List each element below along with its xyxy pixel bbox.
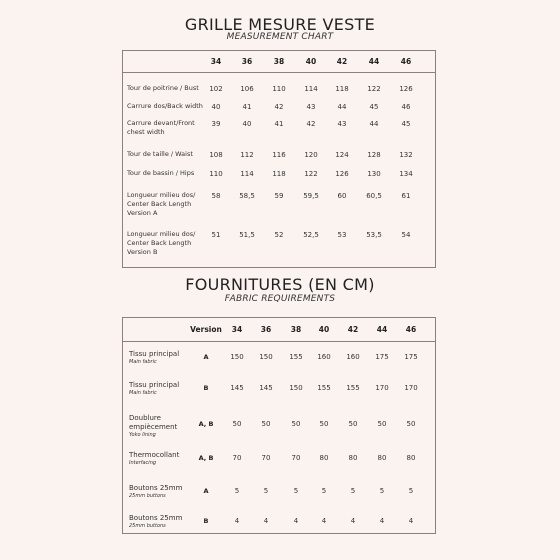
fabric-row-label <box>129 350 199 366</box>
table-cell: 44 <box>337 103 347 111</box>
size-header: 42 <box>347 325 359 334</box>
table-cell: 106 <box>240 85 254 93</box>
size-header: 36 <box>241 57 253 66</box>
table-cell: 58,5 <box>239 192 255 200</box>
table-cell: 41 <box>274 120 284 128</box>
size-header: 38 <box>290 325 302 334</box>
table-cell: 134 <box>399 170 413 178</box>
row-label: Tour de poitrine / Bust <box>127 84 199 92</box>
table-cell: 60 <box>337 192 347 200</box>
table-cell: 150 <box>230 353 244 361</box>
table-cell: 114 <box>240 170 254 178</box>
item-translation: 25mm buttons <box>129 523 166 529</box>
item-name: Boutons 25mm <box>129 514 183 522</box>
table-cell: 5 <box>321 487 327 495</box>
version-cell: B <box>203 384 209 392</box>
table-cell: 126 <box>335 170 349 178</box>
size-header: 40 <box>305 57 317 66</box>
table-cell: 4 <box>263 517 269 525</box>
table-cell: 80 <box>377 454 387 462</box>
table-cell: 50 <box>291 420 301 428</box>
table-cell: 118 <box>272 170 286 178</box>
item-translation: 25mm buttons <box>129 493 166 499</box>
table-cell: 128 <box>367 151 381 159</box>
table-cell: 112 <box>240 151 254 159</box>
measurement-title: GRILLE MESURE VESTE <box>184 15 376 34</box>
table-cell: 54 <box>401 231 411 239</box>
size-header: 44 <box>368 57 380 66</box>
fabric-row-label <box>129 514 199 530</box>
table-cell: 124 <box>335 151 349 159</box>
version-cell: A, B <box>198 454 214 462</box>
table-cell: 5 <box>350 487 356 495</box>
table-cell: 160 <box>317 353 331 361</box>
item-translation: Main fabric <box>129 359 157 365</box>
table-cell: 155 <box>346 384 360 392</box>
item-name: Tissu principal <box>129 350 180 358</box>
version-cell: A, B <box>198 420 214 428</box>
table-cell: 44 <box>369 120 379 128</box>
table-cell: 42 <box>274 103 284 111</box>
table-cell: 122 <box>304 170 318 178</box>
table-cell: 50 <box>319 420 329 428</box>
table-cell: 116 <box>272 151 286 159</box>
table-cell: 114 <box>304 85 318 93</box>
item-name: Boutons 25mm <box>129 484 183 492</box>
table-cell: 118 <box>335 85 349 93</box>
table-cell: 50 <box>348 420 358 428</box>
table-cell: 43 <box>337 120 347 128</box>
table-cell: 5 <box>293 487 299 495</box>
table-cell: 4 <box>350 517 356 525</box>
row-label: Longueur milieu dos/ Center Back Length Version A <box>127 191 196 217</box>
size-header: 34 <box>231 325 243 334</box>
table-cell: 170 <box>404 384 418 392</box>
version-header: Version <box>190 325 222 334</box>
table-cell: 5 <box>234 487 240 495</box>
table-cell: 50 <box>232 420 242 428</box>
measurement-subtitle: MEASUREMENT CHART <box>226 32 334 42</box>
size-header: 44 <box>376 325 388 334</box>
table-cell: 4 <box>321 517 327 525</box>
table-cell: 61 <box>401 192 411 200</box>
table-cell: 52,5 <box>303 231 319 239</box>
size-header: 42 <box>336 57 348 66</box>
row-label: Carrure devant/Front chest width <box>127 119 195 136</box>
table-cell: 50 <box>377 420 387 428</box>
table-cell: 5 <box>263 487 269 495</box>
table-cell: 4 <box>379 517 385 525</box>
table-cell: 150 <box>259 353 273 361</box>
table-cell: 50 <box>261 420 271 428</box>
fabric-row-label <box>129 381 199 397</box>
table-cell: 155 <box>317 384 331 392</box>
table-cell: 51 <box>211 231 221 239</box>
table-cell: 51,5 <box>239 231 255 239</box>
item-translation: Interfacing <box>129 460 157 466</box>
item-name: Thermocollant <box>129 451 180 459</box>
size-header: 40 <box>318 325 330 334</box>
row-label: Tour de taille / Waist <box>127 150 193 158</box>
table-cell: 170 <box>375 384 389 392</box>
item-translation: Yoko lining <box>129 432 156 438</box>
table-cell: 46 <box>401 103 411 111</box>
size-header: 38 <box>273 57 285 66</box>
table-cell: 60,5 <box>366 192 382 200</box>
table-cell: 53 <box>337 231 347 239</box>
table-cell: 43 <box>306 103 316 111</box>
fabric-row-label <box>129 451 199 467</box>
table-cell: 4 <box>234 517 240 525</box>
fabric-row-label <box>129 484 199 500</box>
measurement-header-divider <box>122 72 436 73</box>
table-cell: 80 <box>319 454 329 462</box>
item-translation: Main fabric <box>129 390 157 396</box>
row-label: Carrure dos/Back width <box>127 102 203 110</box>
table-cell: 40 <box>242 120 252 128</box>
row-label: Tour de bassin / Hips <box>127 169 195 177</box>
table-cell: 45 <box>401 120 411 128</box>
table-cell: 50 <box>406 420 416 428</box>
table-cell: 145 <box>230 384 244 392</box>
size-header: 46 <box>400 57 412 66</box>
table-cell: 132 <box>399 151 413 159</box>
table-cell: 5 <box>379 487 385 495</box>
table-cell: 130 <box>367 170 381 178</box>
table-cell: 70 <box>291 454 301 462</box>
table-cell: 58 <box>211 192 221 200</box>
fabric-header-divider <box>122 341 436 342</box>
table-cell: 52 <box>274 231 284 239</box>
table-cell: 155 <box>289 353 303 361</box>
fabric-row-label <box>129 414 199 439</box>
table-cell: 59 <box>274 192 284 200</box>
table-cell: 160 <box>346 353 360 361</box>
table-cell: 70 <box>261 454 271 462</box>
table-cell: 126 <box>399 85 413 93</box>
table-cell: 175 <box>404 353 418 361</box>
table-cell: 122 <box>367 85 381 93</box>
table-cell: 175 <box>375 353 389 361</box>
table-cell: 4 <box>293 517 299 525</box>
size-header: 36 <box>260 325 272 334</box>
table-cell: 41 <box>242 103 252 111</box>
table-cell: 42 <box>306 120 316 128</box>
table-cell: 39 <box>211 120 221 128</box>
fabric-subtitle: FABRIC REQUIREMENTS <box>224 294 336 304</box>
table-cell: 53,5 <box>366 231 382 239</box>
table-cell: 45 <box>369 103 379 111</box>
fabric-title: FOURNITURES (EN CM) <box>185 275 375 294</box>
version-cell: A <box>203 487 209 495</box>
version-cell: A <box>203 353 209 361</box>
size-header: 34 <box>210 57 222 66</box>
table-cell: 4 <box>408 517 414 525</box>
table-cell: 59,5 <box>303 192 319 200</box>
table-cell: 80 <box>348 454 358 462</box>
item-name: Doublure empiècement <box>129 414 178 431</box>
table-cell: 150 <box>289 384 303 392</box>
row-label: Longueur milieu dos/ Center Back Length Version B <box>127 230 196 256</box>
table-cell: 145 <box>259 384 273 392</box>
table-cell: 40 <box>211 103 221 111</box>
table-cell: 120 <box>304 151 318 159</box>
table-cell: 70 <box>232 454 242 462</box>
table-cell: 110 <box>272 85 286 93</box>
table-cell: 5 <box>408 487 414 495</box>
table-cell: 80 <box>406 454 416 462</box>
item-name: Tissu principal <box>129 381 180 389</box>
table-cell: 110 <box>209 170 223 178</box>
version-cell: B <box>203 517 209 525</box>
size-header: 46 <box>405 325 417 334</box>
table-cell: 108 <box>209 151 223 159</box>
table-cell: 102 <box>209 85 223 93</box>
